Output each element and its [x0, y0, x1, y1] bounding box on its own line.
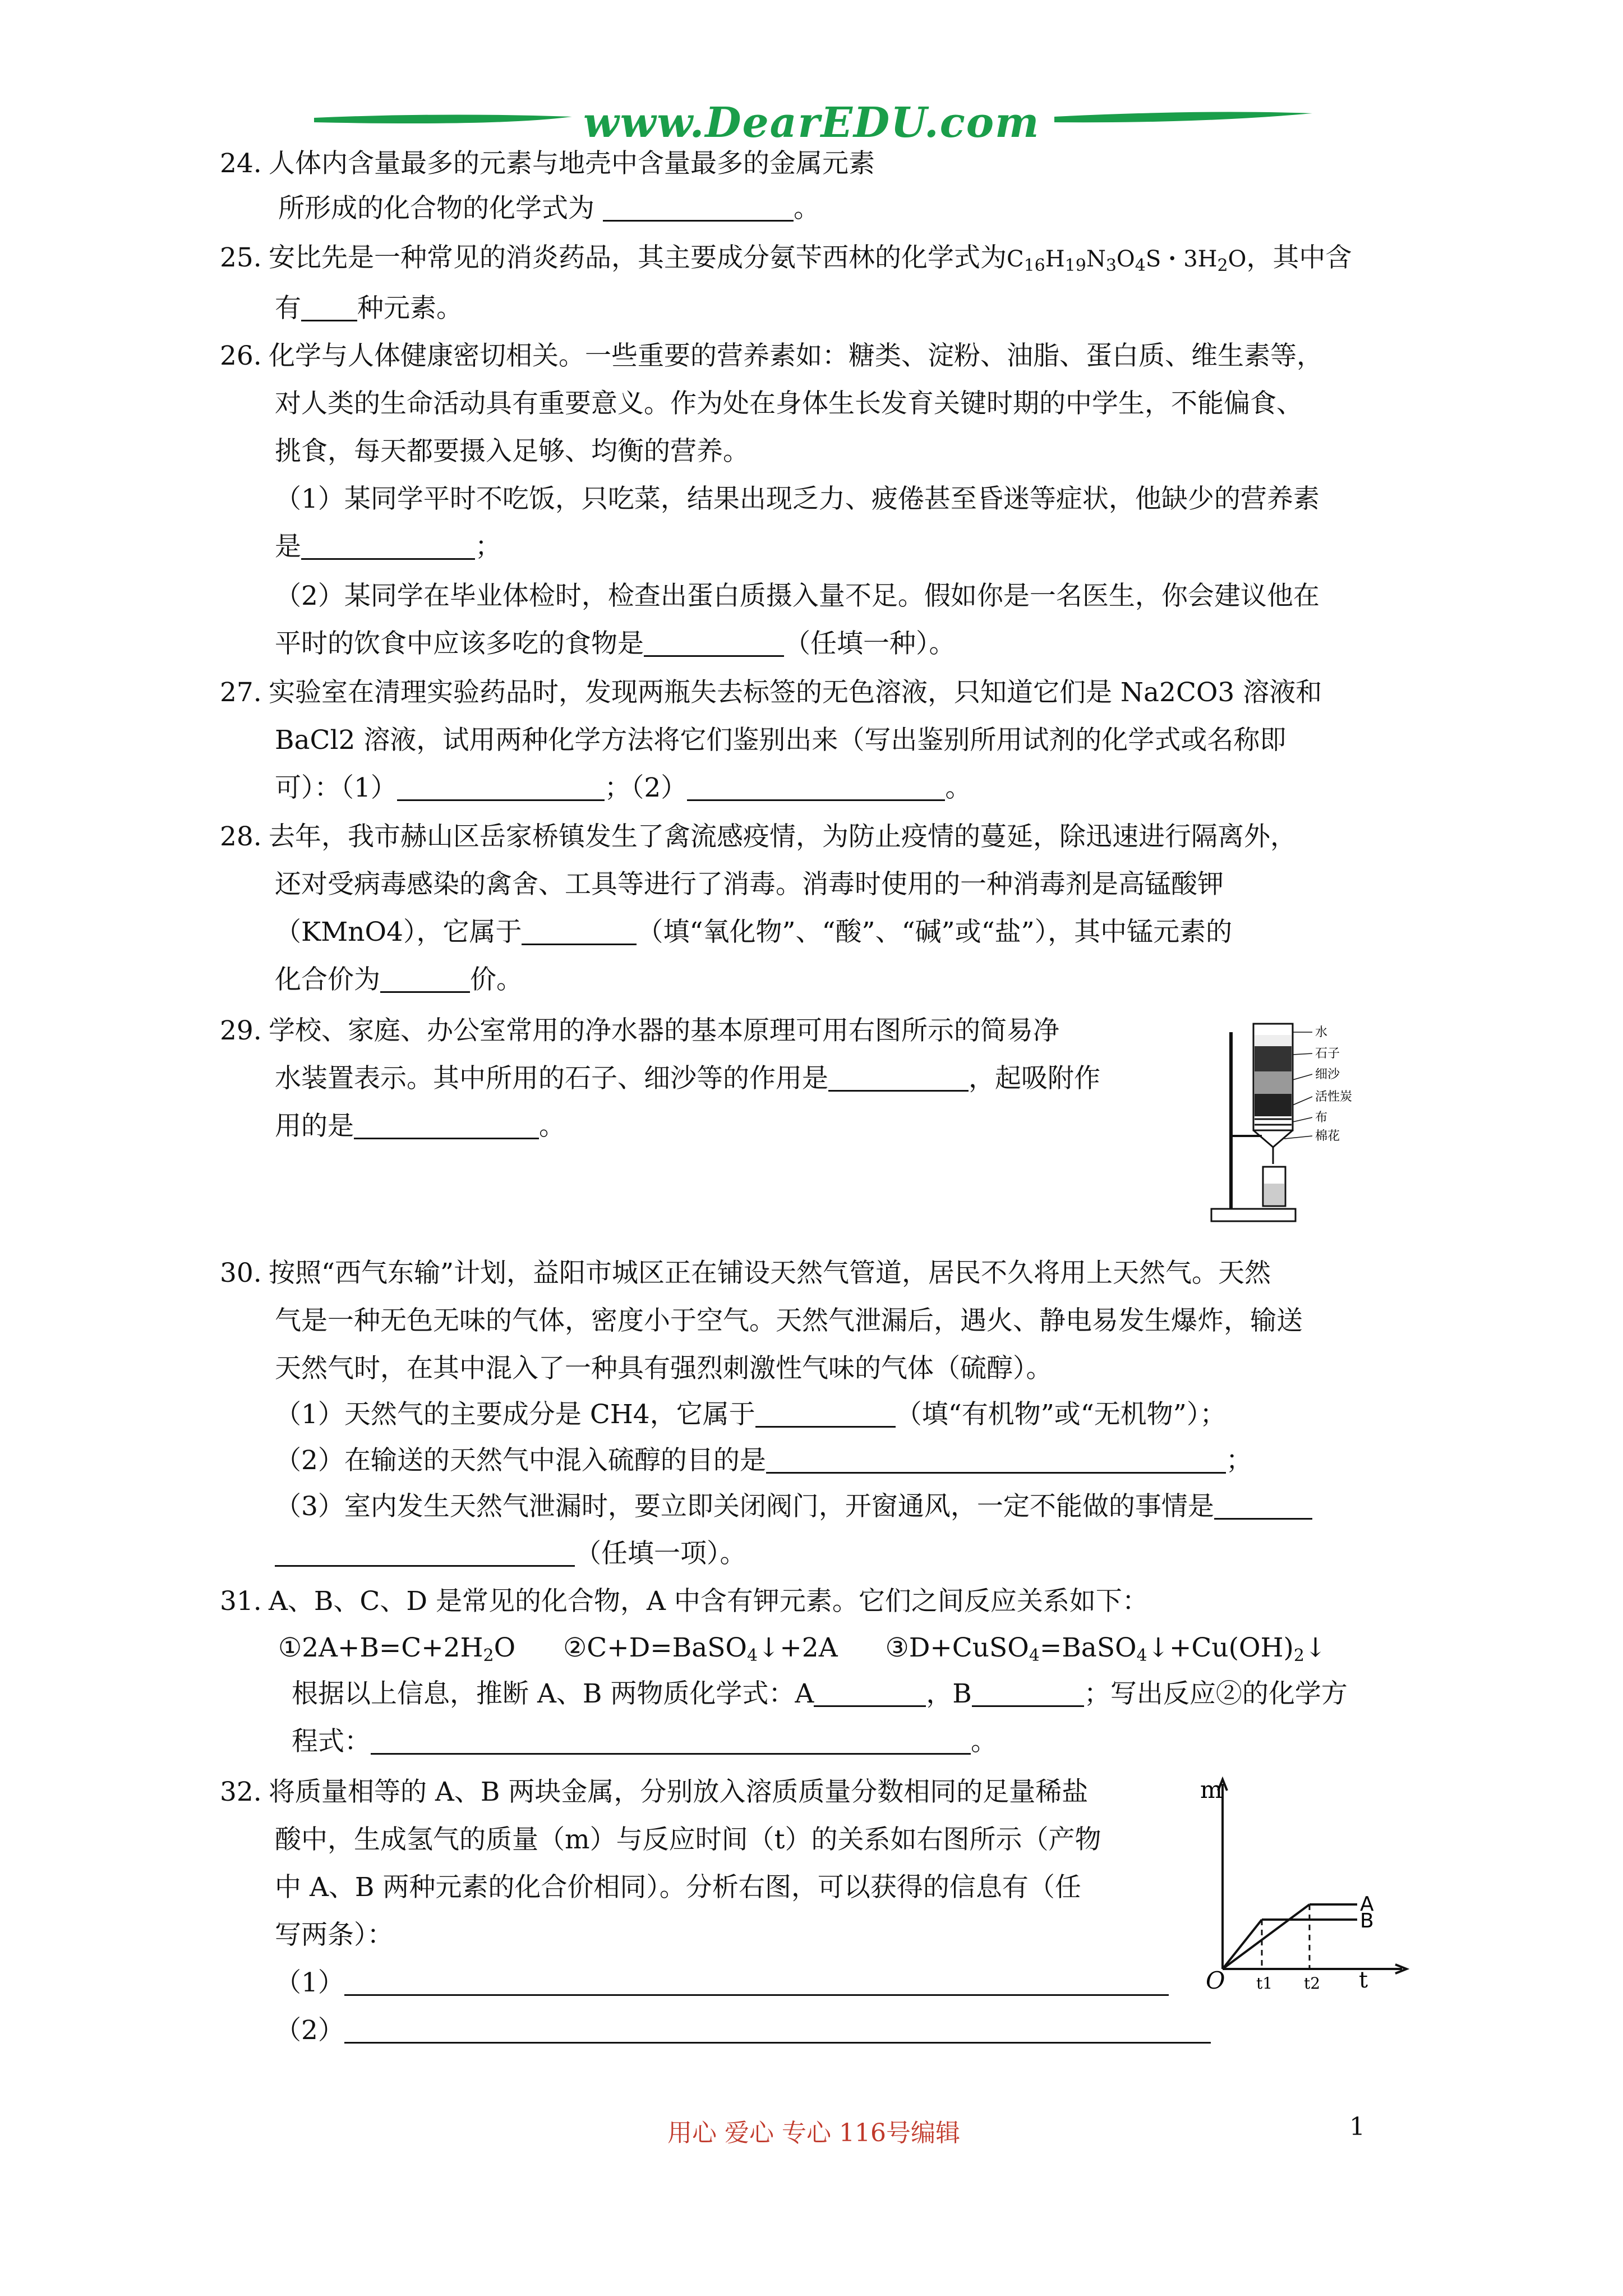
- q27-blank2[interactable]: [687, 775, 945, 801]
- q28-blank1[interactable]: [522, 919, 637, 945]
- label-water: 水: [1315, 1025, 1328, 1039]
- q30-p3-cont: （任填一项）。: [275, 1537, 746, 1571]
- q29-line1: 29. 学校、家庭、办公室常用的净水器的基本原理可用右图所示的简易净: [220, 1015, 1059, 1046]
- series-a-label: A: [1360, 1893, 1374, 1916]
- site-header[interactable]: www.DearEDU.com: [583, 99, 1040, 147]
- q30-blank3b[interactable]: [275, 1540, 575, 1567]
- series-b-label: B: [1360, 1910, 1374, 1932]
- label-stones: 石子: [1315, 1047, 1340, 1061]
- q29-line3: 用的是 。: [275, 1111, 565, 1142]
- q30-p2: （2）在输送的天然气中混入硫醇的目的是 ；: [275, 1445, 1252, 1476]
- q31-line1: 31. A、B、C、D 是常见的化合物，A 中含有钾元素。它们之间反应关系如下：: [220, 1586, 1149, 1617]
- q26-p2-line1: （2）某同学在毕业体检时，检查出蛋白质摄入量不足。假如你是一名医生，你会建议他在: [275, 581, 1320, 611]
- label-sand: 细沙: [1315, 1068, 1340, 1082]
- q31-reactions: $①2A+B=C+2H_2O$ ②C+D=BaSO$_4$↓+2A $③D+CuSO_4=BaSO_4↓+Cu(OH)_2↓$: [278, 1632, 1327, 1665]
- q24-line2: 所形成的化合物的化学式为 。: [278, 193, 820, 224]
- footer-credit: 用心 爱心 专心 116号编辑: [667, 2119, 960, 2147]
- y-axis-label: m: [1200, 1776, 1223, 1803]
- q26-blank1[interactable]: [301, 533, 475, 560]
- q32-blank1[interactable]: [344, 1970, 1169, 1996]
- q26-p1-line2: 是 ；: [275, 531, 501, 562]
- q27-line1: 27. 实验室在清理实验药品时，发现两瓶失去标签的无色溶液，只知道它们是 Na2CO3 溶液和: [220, 677, 1322, 708]
- q32-line1: 32. 将质量相等的 A、B 两块金属，分别放入溶质质量分数相同的足量稀盐: [220, 1777, 1089, 1807]
- q30-blank1[interactable]: [755, 1401, 896, 1428]
- q31-line4: 程式： 。: [292, 1726, 997, 1757]
- q32-blank2[interactable]: [344, 2017, 1211, 2044]
- label-cotton: 棉花: [1315, 1129, 1340, 1143]
- q30-blank3a[interactable]: [1214, 1493, 1312, 1520]
- q31-line3: 根据以上信息，推断 A、B 两物质化学式：A ，B ；写出反应②的化学方: [292, 1678, 1348, 1709]
- q29-line2: 水装置表示。其中所用的石子、细沙等的作用是 ，起吸附作: [275, 1063, 1100, 1094]
- q26-line1: 26. 化学与人体健康密切相关。一些重要的营养素如：糖类、淀粉、油脂、蛋白质、维生素等，: [220, 341, 1323, 371]
- q26-p1-line1: （1）某同学平时不吃饭，只吃菜，结果出现乏力、疲倦甚至昏迷等症状，他缺少的营养素: [275, 484, 1320, 514]
- q32-p2: （2）: [275, 2014, 1211, 2047]
- q27-blank1[interactable]: [397, 775, 605, 801]
- q32-line2: 酸中，生成氢气的质量（m）与反应时间（t）的关系如右图所示（产物: [275, 1824, 1101, 1855]
- label-carbon: 活性炭: [1315, 1090, 1353, 1104]
- q26-line2: 对人类的生命活动具有重要意义。作为处在身体生长发育关键时期的中学生，不能偏食、: [275, 388, 1303, 419]
- water-filter-diagram: [1200, 1010, 1424, 1228]
- q31-blank-b[interactable]: [972, 1681, 1084, 1707]
- label-cloth: 布: [1315, 1111, 1328, 1125]
- q28-line1: 28. 去年，我市赫山区岳家桥镇发生了禽流感疫情，为防止疫情的蔓延，除迅速进行隔离外，: [220, 821, 1297, 852]
- mass-time-graph: [1189, 1767, 1424, 1991]
- q30-line3: 天然气时，在其中混入了一种具有强烈刺激性气味的气体（硫醇）。: [275, 1353, 1053, 1384]
- q30-line2: 气是一种无色无味的气体，密度小于空气。天然气泄漏后，遇火、静电易发生爆炸，输送: [275, 1305, 1303, 1336]
- q25-line2: 有 种元素。: [275, 293, 463, 324]
- q24-blank[interactable]: [603, 195, 794, 222]
- q32-line3: 中 A、B 两种元素的化合价相同）。分析右图，可以获得的信息有（任: [275, 1872, 1081, 1903]
- q32-p1: （1）: [275, 1966, 1169, 2000]
- q28-blank2[interactable]: [380, 967, 470, 993]
- q24-line1: 24. 人体内含量最多的元素与地壳中含量最多的金属元素: [220, 148, 875, 179]
- tick-t2: t2: [1304, 1974, 1321, 1991]
- q26-blank2[interactable]: [644, 631, 784, 657]
- q31-blank-eq[interactable]: [371, 1728, 971, 1755]
- q28-line3: （KMnO4），它属于 （填“氧化物”、“酸”、“碱”或“盐”），其中锰元素的: [275, 917, 1233, 947]
- q28-line4: 化合价为 价。: [275, 964, 523, 995]
- tick-t1: t1: [1256, 1974, 1273, 1991]
- origin-label: O: [1206, 1967, 1225, 1991]
- q25-blank[interactable]: [301, 295, 357, 321]
- q31-blank-a[interactable]: [814, 1681, 926, 1707]
- q26-p2-line2: 平时的饮食中应该多吃的食物是 （任填一种）。: [275, 628, 956, 659]
- q30-p1: （1）天然气的主要成分是 CH4，它属于 （填“有机物”或“无机物”）；: [275, 1399, 1227, 1430]
- q30-line1: 30. 按照“西气东输”计划，益阳市城区正在铺设天然气管道，居民不久将用上天然气。天然: [220, 1258, 1271, 1289]
- q27-line3: 可）：（1） ；（2） 。: [275, 772, 972, 803]
- page-number: 1: [1349, 2113, 1365, 2141]
- q30-blank2[interactable]: [766, 1447, 1226, 1474]
- q27-line2: BaCl2 溶液，试用两种化学方法将它们鉴别出来（写出鉴别所用试剂的化学式或名称即: [275, 725, 1287, 756]
- q32-line4: 写两条）：: [275, 1920, 394, 1950]
- q29-blank2[interactable]: [354, 1113, 539, 1139]
- q25-line1: 25. 安比先是一种常见的消炎药品，其主要成分氨苄西林的化学式为$C_{16}H_{19}N_3O_4S$・$3H_2O$，其中含: [220, 242, 1352, 275]
- q29-blank1[interactable]: [828, 1065, 969, 1092]
- q26-line3: 挑食，每天都要摄入足够、均衡的营养。: [275, 436, 749, 467]
- x-axis-label: t: [1359, 1967, 1368, 1991]
- q28-line2: 还对受病毒感染的禽舍、工具等进行了消毒。消毒时使用的一种消毒剂是高锰酸钾: [275, 869, 1224, 900]
- q30-p3: （3）室内发生天然气泄漏时，要立即关闭阀门，开窗通风，一定不能做的事情是: [275, 1490, 1312, 1524]
